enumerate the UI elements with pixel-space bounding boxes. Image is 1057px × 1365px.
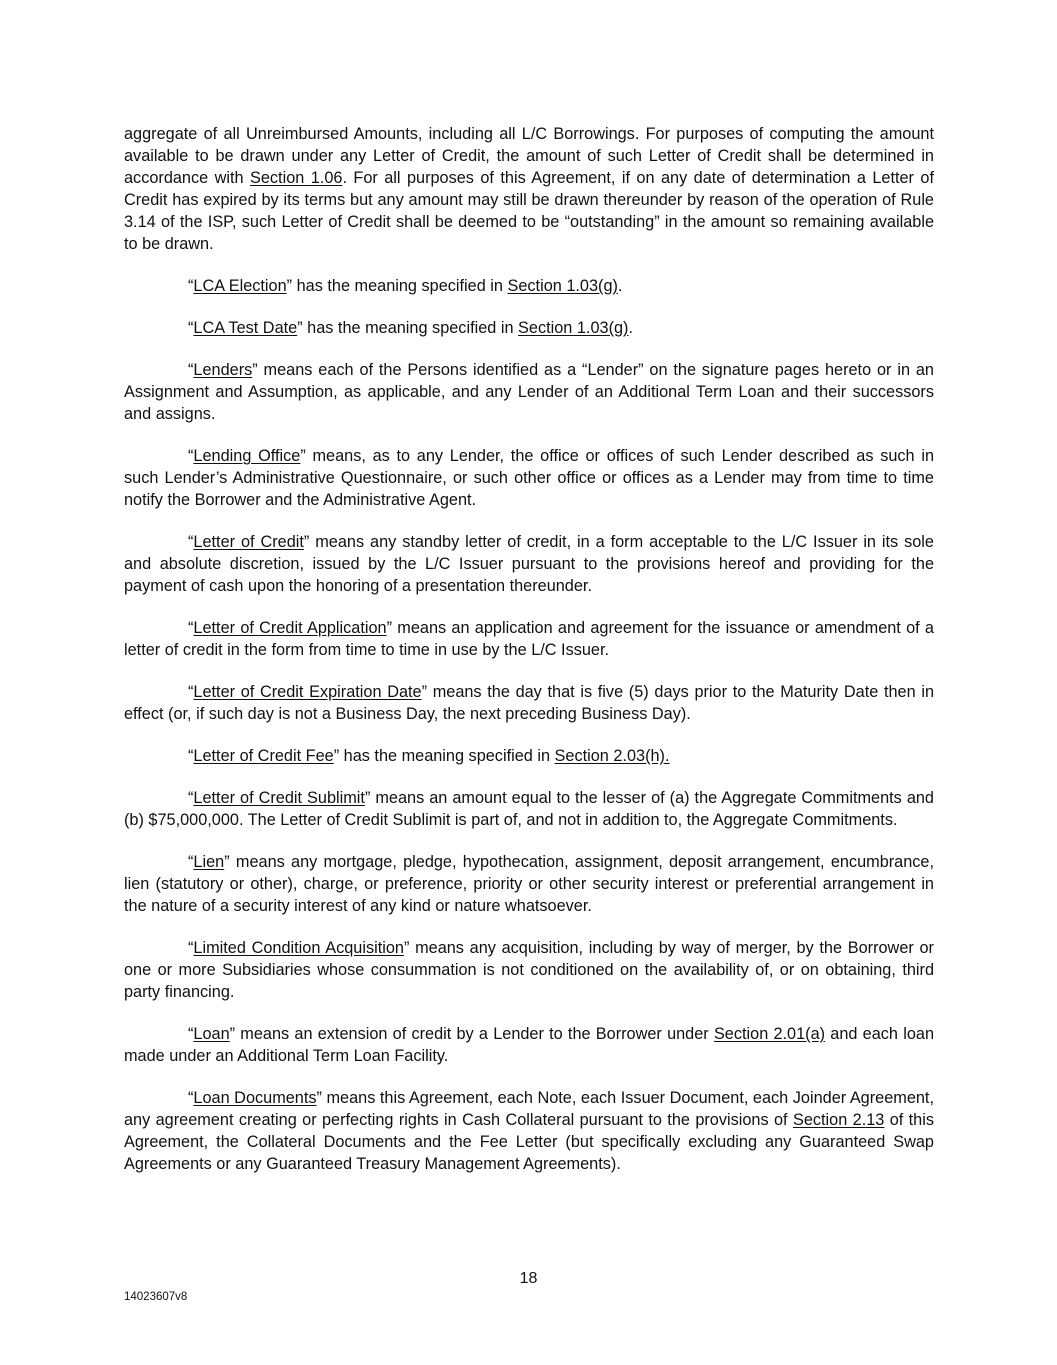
definition-paragraph: [124, 937, 934, 1003]
underlined-term: Lien: [193, 853, 225, 871]
definition-paragraph: [124, 531, 934, 597]
text-run: ” means any mortgage, pledge, hypothecation, assignment, deposit arrangement, encumbrance, lien (statutory or other), charge, or preference, priority or other security interest or preferential arrangement in the nature of a security interest of any kind or nature whatsoever.: [124, 853, 934, 915]
text-run: “: [188, 747, 194, 765]
text-run: “: [188, 361, 194, 379]
underlined-term: Letter of Credit Application: [193, 619, 387, 637]
underlined-term: Letter of Credit Expiration Date: [193, 683, 422, 701]
underlined-term: Lenders: [193, 361, 253, 379]
underlined-term: Letter of Credit: [193, 533, 304, 551]
text-run: “: [188, 939, 194, 957]
definition-paragraph: [124, 359, 934, 425]
underlined-term: Section 1.06: [250, 169, 343, 187]
definition-paragraph: [124, 1023, 934, 1067]
text-run: ” means each of the Persons identified as a “Lender” on the signature pages hereto or in an Assignment and Assumption, as applicable, and any Lender of an Additional Term Loan and their successors and assigns.: [124, 361, 934, 423]
text-run: ” means the day that is five (5) days prior to the Maturity Date then in effect (or, if such day is not a Business Day, the next preceding Business Day).: [124, 683, 934, 723]
definition-paragraph: [124, 617, 934, 661]
underlined-term: Section 2.01(a): [713, 1025, 826, 1043]
text-run: and each loan made under an Additional Term Loan Facility.: [124, 1025, 934, 1065]
text-run: “: [188, 853, 194, 871]
text-run: “: [188, 683, 194, 701]
definition-paragraph: [124, 1087, 934, 1175]
underlined-term: Section 1.03(g): [507, 277, 618, 295]
text-run: ” means an extension of credit by a Lender to the Borrower under: [229, 1025, 714, 1043]
definition-paragraph: [124, 445, 934, 511]
document-id: 14023607v8: [124, 1291, 188, 1303]
text-run: ” means an application and agreement for the issuance or amendment of a letter of credit in the form from time to time in use by the L/C Issuer.: [124, 619, 934, 659]
text-run: ” means this Agreement, each Note, each Issuer Document, each Joinder Agreement, any agreement creating or perfecting rights in Cash Collateral pursuant to the provisions of: [124, 1089, 934, 1129]
text-run: aggregate of all Unreimbursed Amounts, including all L/C Borrowings. For purposes of computing the amount available to be drawn under any Letter of Credit, the amount of such Letter of Credit shall be determined in accordance with: [124, 125, 934, 187]
definition-paragraph: [124, 317, 934, 339]
underlined-term: Lending Office: [193, 447, 301, 465]
text-run: “: [188, 533, 194, 551]
page-number: 18: [519, 1270, 538, 1287]
definition-paragraph: [124, 745, 934, 767]
text-run: ” means any acquisition, including by way of merger, by the Borrower or one or more Subsidiaries whose consummation is not conditioned on the availability of, or on obtaining, third party financing.: [124, 939, 934, 1001]
underlined-term: LCA Election: [193, 277, 287, 295]
definition-paragraph: [124, 851, 934, 917]
text-run: ” means any standby letter of credit, in a form acceptable to the L/C Issuer in its sole and absolute discretion, issued by the L/C Issuer pursuant to the provisions hereof and providing for the payment of cash upon the honoring of a presentation thereunder.: [124, 533, 934, 595]
text-run: ” means an amount equal to the lesser of (a) the Aggregate Commitments and (b) $75,000,000. The Letter of Credit Sublimit is part of, and not in addition to, the Aggregate Commitments.: [124, 789, 934, 829]
text-run: .: [617, 277, 623, 295]
text-run: .: [628, 319, 633, 337]
underlined-term: Limited Condition Acquisition: [193, 939, 404, 957]
text-run: “: [188, 277, 194, 295]
text-run: “: [188, 1089, 194, 1107]
underlined-term: Section 1.03(g): [518, 319, 629, 337]
text-run: of this Agreement, the Collateral Documents and the Fee Letter (but specifically excluding any Guaranteed Swap Agreements or any Guaranteed Treasury Management Agreements).: [124, 1111, 934, 1173]
underlined-term: Loan: [193, 1025, 230, 1043]
text-run: “: [188, 447, 194, 465]
text-run: ” has the meaning specified in: [297, 319, 519, 337]
text-run: “: [188, 1025, 194, 1043]
underlined-term: Section 2.03(h).: [554, 747, 670, 765]
document-body: [124, 123, 934, 1195]
underlined-term: Loan Documents: [193, 1089, 317, 1107]
text-run: . For all purposes of this Agreement, if on any date of determination a Letter of Credit has expired by its terms but any amount may still be drawn thereunder by reason of the operation of Rule 3.14 of the ISP, such Letter of Credit shall be deemed to be “outstanding” in the amount so remaining available to be drawn.: [124, 169, 934, 253]
underlined-term: LCA Test Date: [193, 319, 298, 337]
definition-paragraph: [124, 681, 934, 725]
text-run: ” means, as to any Lender, the office or offices of such Lender described as such in such Lender’s Administrative Questionnaire, or such other office or offices as a Lender may from time to time notify the Borrower and the Administrative Agent.: [124, 447, 935, 509]
text-run: ” has the meaning specified in: [333, 747, 555, 765]
underlined-term: Letter of Credit Fee: [193, 747, 334, 765]
underlined-term: Section 2.13: [792, 1111, 885, 1129]
underlined-term: Letter of Credit Sublimit: [193, 789, 365, 807]
text-run: “: [188, 619, 194, 637]
text-run: “: [188, 789, 194, 807]
continuation-paragraph: [124, 123, 934, 255]
definition-paragraph: [124, 275, 934, 297]
text-run: “: [188, 319, 194, 337]
definition-paragraph: [124, 787, 934, 831]
text-run: ” has the meaning specified in: [286, 277, 508, 295]
